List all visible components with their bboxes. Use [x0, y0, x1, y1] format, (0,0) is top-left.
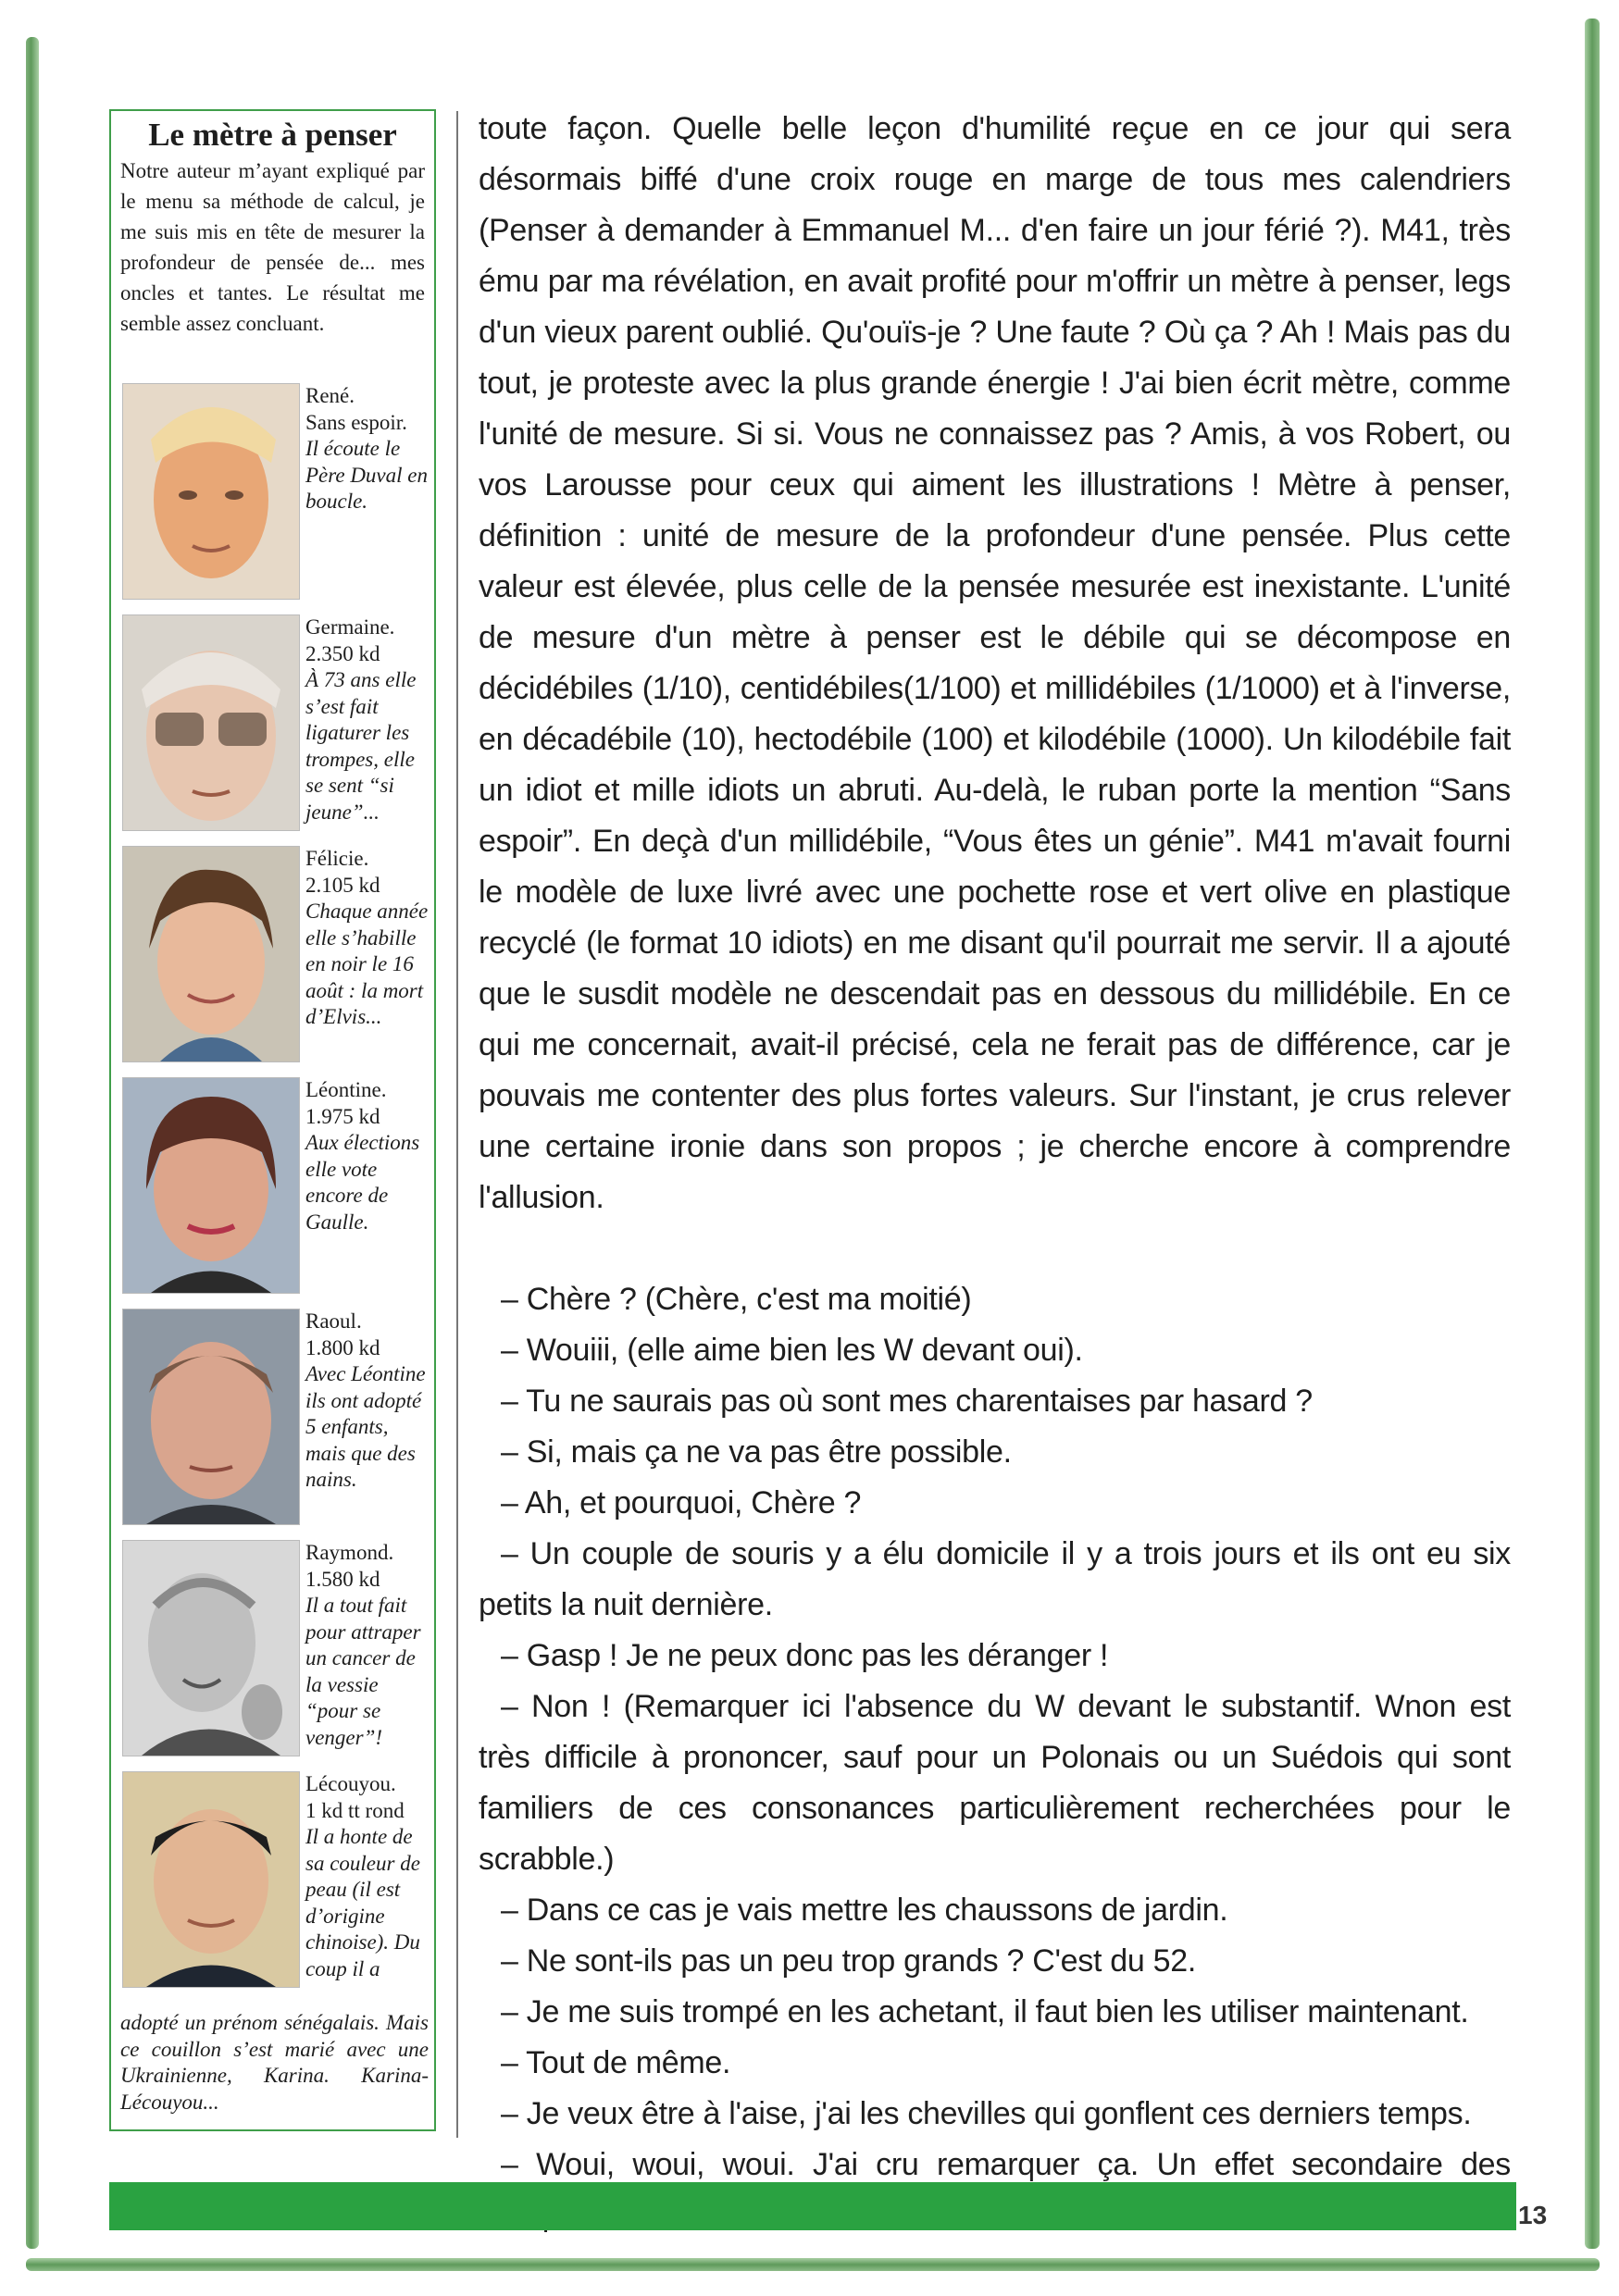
- page-number: 13: [1518, 2201, 1548, 2229]
- portrait-photo: [122, 614, 300, 831]
- relative-name: Raymond.: [305, 1541, 394, 1564]
- dialogue: [479, 1274, 1511, 2241]
- dialogue-line: – Je veux être à l'aise, j'ai les chevilles qui gonflent ces derniers temps.: [501, 2096, 1472, 2131]
- sidebar-box: [109, 109, 436, 2131]
- column-divider: [456, 111, 458, 2138]
- dialogue-line: – Je me suis trompé en les achetant, il faut bien les utiliser maintenant.: [501, 1994, 1469, 2029]
- relative-name: Léontine.: [305, 1078, 387, 1101]
- relative-score: 1.975 kd: [305, 1104, 380, 1128]
- relative-score: 2.105 kd: [305, 873, 380, 897]
- portrait-photo: [122, 1309, 300, 1525]
- dialogue-line: – Ah, et pourquoi, Chère ?: [501, 1485, 862, 1520]
- relative-caption: Aux élections elle vote encore de Gaulle.: [305, 1131, 420, 1234]
- relative-name: Raoul.: [305, 1309, 362, 1333]
- dialogue-line: – Dans ce cas je vais mettre les chaussons de jardin.: [501, 1893, 1228, 1928]
- relative-caption: Avec Léontine ils ont adopté 5 enfants, mais que des nains.: [305, 1362, 426, 1491]
- portrait-photo: [122, 1540, 300, 1756]
- dialogue-line: – Un couple de souris y a élu domicile il y a trois jours et ils ont eu six petits la nuit dernière.: [479, 1536, 1511, 1622]
- main-column: [479, 104, 1511, 2241]
- main-paragraph: toute façon. Quelle belle leçon d'humilité reçue en ce jour qui sera désormais biffé d'une croix rouge en marge de tous mes calendriers (Penser à demander à Emmanuel M... d'en faire un jour férié ?). M41, très ému par ma révélation, en avait profité pour m'offrir un mètre à penser, legs d'un vieux parent oublié. Qu'ouïs-je ? Une faute ? Où ça ? Ah ! Mais pas du tout, je proteste avec la plus grande énergie ! J'ai bien écrit mètre, comme l'unité de mesure. Si si. Vous ne connaissez pas ? Amis, à vos Robert, ou vos Larousse pour ceux qui aiment les illustrations ! Mètre à penser, définition : unité de mesure de la profondeur d'une pensée. Plus cette valeur est élevée, plus celle de la pensée mesurée est inexistante. L'unité de mesure d'un mètre à penser est le débile qui se décompose en décidébiles (1/10), centidébiles(1/100) et millidébiles (1/1000) et à l'inverse, en décadébile (10), hectodébile (100) et kilodébile (1000). Un kilodébile fait un idiot et mille idiots un abruti. Au-delà, le ruban porte la mention “Sans espoir”. En deçà d'un millidébile, “Vous êtes un génie”. M41 m'avait fourni le modèle de luxe livré avec une pochette rose et vert olive en plastique recyclé (le format 10 idiots) en me disant qu'il pourrait me servir. Il a ajouté que le susdit modèle ne descendait pas en dessous du millidébile. En ce qui me concernait, avait-il précisé, cela ne ferait pas de différence, car je pouvais me contenter des plus fortes valeurs. Sur l'instant, je crus relever une certaine ironie dans son propos ; je cherche encore à comprendre l'allusion.: [479, 111, 1511, 1215]
- relative-score: 1.580 kd: [305, 1567, 380, 1591]
- portrait-photo: [122, 383, 300, 600]
- sidebar-intro: Notre auteur m’ayant expliqué par le menu sa méthode de calcul, je me suis mis en tête de mesurer la profondeur de pensée de... mes oncles et tantes. Le résultat me semble assez concluant.: [120, 159, 425, 335]
- relative-caption: À 73 ans elle s’est fait ligaturer les trompes, elle se sent “si jeune”...: [305, 668, 417, 824]
- relative-caption: Il a honte de sa couleur de peau (il est d’origine chinoise). Du coup il a: [305, 1825, 420, 1980]
- page-frame-right: [1585, 19, 1600, 2249]
- relative-name: Lécouyou.: [305, 1772, 396, 1795]
- relative-caption: Il écoute le Père Duval en boucle.: [305, 437, 428, 513]
- relative-score: 1 kd tt rond: [305, 1798, 405, 1822]
- dialogue-line: – Gasp ! Je ne peux donc pas les déranger !: [501, 1638, 1109, 1673]
- portrait-photo: [122, 1077, 300, 1294]
- portrait-photo: [122, 846, 300, 1062]
- dialogue-line: – Tu ne saurais pas où sont mes charentaises par hasard ?: [501, 1384, 1313, 1419]
- relative-name: René.: [305, 384, 355, 407]
- relative-score: Sans espoir.: [305, 410, 407, 434]
- dialogue-line: – Chère ? (Chère, c'est ma moitié): [501, 1282, 972, 1317]
- dialogue-line: – Ne sont-ils pas un peu trop grands ? C'est du 52.: [501, 1943, 1196, 1979]
- page-frame-left: [26, 37, 39, 2249]
- relative-caption-continued: adopté un prénom sénégalais. Mais ce couillon s’est marié avec une Ukrainienne, Karina. Karina-Lécouyou...: [120, 2011, 429, 2114]
- relative-caption: Il a tout fait pour attraper un cancer de la vessie “pour se venger”!: [305, 1594, 421, 1749]
- relative-name: Félicie.: [305, 847, 369, 870]
- relative-score: 1.800 kd: [305, 1335, 380, 1359]
- dialogue-line: – Non ! (Remarquer ici l'absence du W devant le substantif. Wnon est très difficile à prononcer, sauf pour un Polonais ou un Suédois qui sont familiers de ces consonances particulièrement recherchées pour le scrabble.): [479, 1689, 1511, 1877]
- sidebar-title: Le mètre à penser: [148, 117, 397, 153]
- dialogue-line: – Wouiii, (elle aime bien les W devant oui).: [501, 1333, 1083, 1368]
- page-frame-bottom: [26, 2258, 1600, 2271]
- relative-name: Germaine.: [305, 615, 395, 639]
- portrait-photo: [122, 1771, 300, 1988]
- dialogue-line: – Tout de même.: [501, 2045, 731, 2080]
- relative-score: 2.350 kd: [305, 641, 380, 665]
- dialogue-line: – Woui, woui, woui. J'ai cru remarquer ça. Un effet secondaire des: [501, 2147, 1511, 2182]
- footer-bar: [109, 2182, 1516, 2230]
- dialogue-line: – Si, mais ça ne va pas être possible.: [501, 1434, 1012, 1470]
- relative-caption: Chaque année elle s’habille en noir le 16 août : la mort d’Elvis...: [305, 900, 429, 1028]
